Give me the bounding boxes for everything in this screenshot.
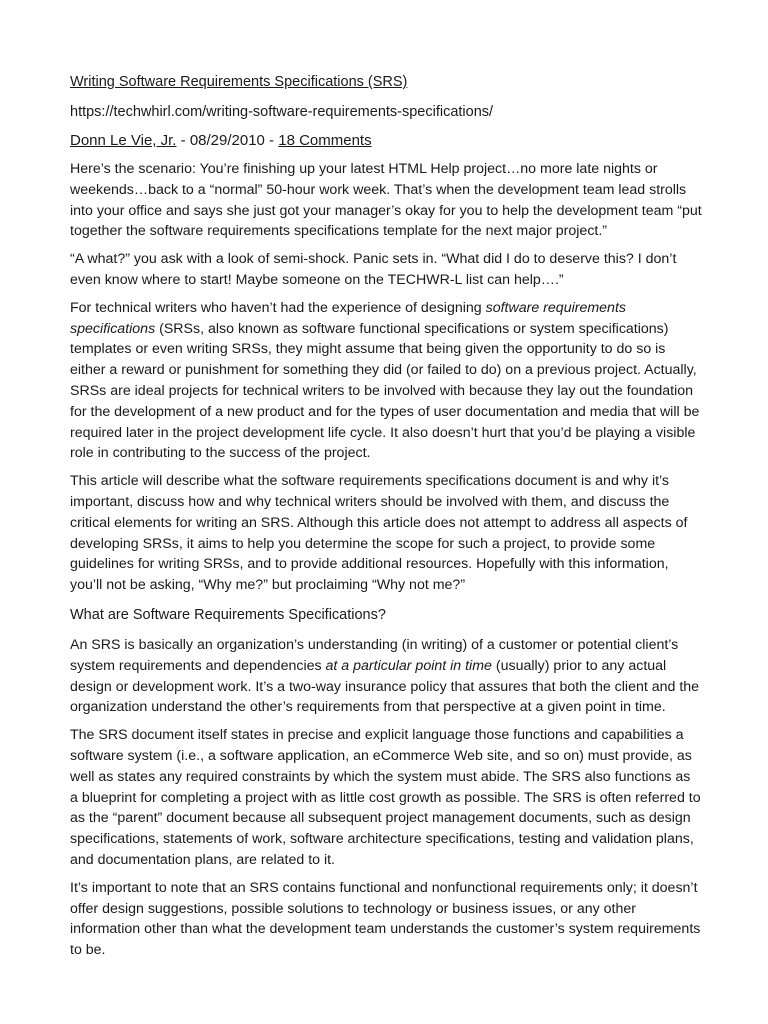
paragraph-srs-definition: [70, 635, 702, 718]
article-meta: [70, 131, 702, 151]
emphasis-text: software requirements specifications: [70, 299, 626, 337]
author-link[interactable]: Donn Le Vie, Jr.: [70, 132, 177, 149]
paragraph-reaction: “A what?” you ask with a look of semi-shock. Panic sets in. “What did I do to deserve this? I don’t even know where to start! Maybe someone on the TECHWR-L list can help….”: [70, 251, 677, 288]
article-title[interactable]: Writing Software Requirements Specifications (SRS): [70, 74, 408, 90]
section-heading: What are Software Requirements Specifications?: [70, 606, 386, 623]
comments-link[interactable]: 18 Comments: [278, 132, 372, 149]
article-url[interactable]: https://techwhirl.com/writing-software-requirements-specifications/: [70, 104, 494, 120]
paragraph-text: (SRSs, also known as software functional specifications or system specifications) templates or even writing SRSs, they might assume that being given the opportunity to do so is either a reward or punishment for something they did (or failed to do) on a previous project. Actually, SRSs are ideal projects for technical writers to be involved with because they lay out the foundation for the development of a new product and for the types of user documentation and media that will be required later in the project development life cycle. It also doesn’t hurt that you’d be playing a visible role in contributing to the success of the project.: [70, 320, 700, 462]
meta-separator: -: [176, 132, 190, 149]
paragraph-srs-document: The SRS document itself states in precise and explicit language those functions and capabilities a software system (i.e., a software application, an eCommerce Web site, and so on) must provide, as well as states any required constraints by which the system must abide. The SRS also functions as a blueprint for completing a project with as little cost growth as possible. The SRS is often referred to as the “parent” document because all subsequent project management documents, such as design specifications, statements of work, software architecture specifications, testing and validation plans, and documentation plans, are related to it.: [70, 727, 701, 868]
publish-date: 08/29/2010: [189, 132, 265, 149]
paragraph-text: (usually) prior to any actual design or development work. It’s a two-way insurance policy that assures that both the client and the organization understand the other’s requirements from that perspective at a given point in time.: [70, 657, 700, 716]
emphasis-text: at a particular point in time: [325, 657, 492, 674]
document-page: [70, 72, 702, 968]
paragraph-technical-writers: [70, 298, 702, 464]
paragraph-text: For technical writers who haven’t had the experience of designing: [70, 299, 486, 316]
paragraph-srs-note: It’s important to note that an SRS contains functional and nonfunctional requirements only; it doesn’t offer design suggestions, possible solutions to technology or business issues, or any other information other than what the development team understands the customer’s system requirements to be.: [70, 879, 701, 959]
meta-separator: -: [264, 132, 279, 149]
paragraph-text: An SRS is basically an organization’s understanding (in writing) of a customer or potential client’s system requirements and dependencies: [70, 636, 679, 674]
paragraph-scenario: Here’s the scenario: You’re finishing up your latest HTML Help project…no more late nights or weekends…back to a “normal” 50-hour work week. That’s when the development team lead strolls into your office and says she just got your manager’s okay for you to help the development team “put together the software requirements specifications template for the next major project.”: [70, 161, 702, 240]
paragraph-article-scope: This article will describe what the software requirements specifications document is and why it’s important, discuss how and why technical writers should be involved with them, and discuss the critical elements for writing an SRS. Although this article does not attempt to address all aspects of developing SRSs, it aims to help you determine the scope for such a project, to provide some guidelines for writing SRSs, and to provide additional resources. Hopefully with this information, you’ll not be asking, “Why me?” but proclaiming “Why not me?”: [70, 473, 688, 594]
